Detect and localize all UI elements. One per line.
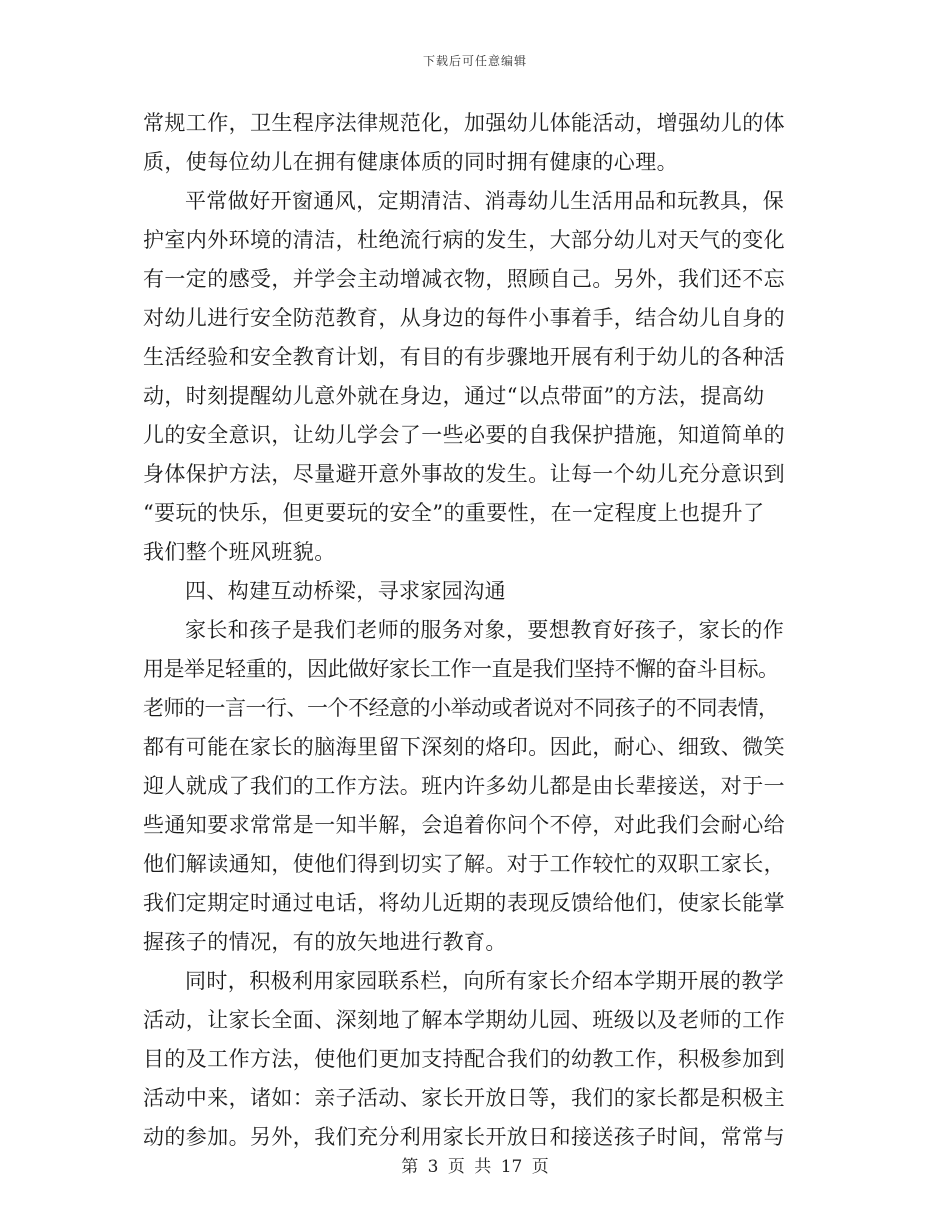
text-line: 动的参加。另外，我们充分利用家长开放日和接送孩子时间，常常与 [143,1125,785,1149]
text-line: 护室内外环境的清洁，杜绝流行病的发生，大部分幼儿对天气的变化 [143,228,785,252]
text-line: 活动中来，诸如：亲子活动、家长开放日等，我们的家长都是积极主 [143,1086,785,1110]
text-line: 质，使每位幼儿在拥有健康体质的同时拥有健康的心理。 [143,150,678,174]
text-line: 些通知要求常常是一知半解，会追着你问个不停，对此我们会耐心给 [143,813,785,837]
text-line: 我们定期定时通过电话，将幼儿近期的表现反馈给他们，使家长能掌 [143,891,785,915]
text-line: 我们整个班风班貌。 [143,540,336,564]
text-line: 平常做好开窗通风，定期清洁、消毒幼儿生活用品和玩教具，保 [185,189,785,213]
document-body [143,104,803,1157]
text-line: 常规工作，卫生程序法律规范化，加强幼儿体能活动，增强幼儿的体 [143,111,785,135]
text-line: 老师的一言一行、一个不经意的小举动或者说对不同孩子的不同表情， [143,696,779,720]
text-line: 迎人就成了我们的工作方法。班内许多幼儿都是由长辈接送，对于一 [143,774,785,798]
text-line: 身体保护方法，尽量避开意外事故的发生。让每一个幼儿充分意识到 [143,462,785,486]
text-line: 生活经验和安全教育计划，有目的有步骤地开展有利于幼儿的各种活 [143,345,785,369]
page-header: 下载后可任意编辑 [422,54,527,68]
text-line: 有一定的感受，并学会主动增减衣物，照顾自己。另外，我们还不忘 [143,267,785,291]
text-line: “要玩的快乐，但更要玩的安全”的重要性，在一定程度上也提升了 [143,501,765,525]
text-line: 用是举足轻重的，因此做好家长工作一直是我们坚持不懈的奋斗目标。 [143,657,779,681]
text-line: 四、构建互动桥梁，寻求家园沟通 [185,579,506,603]
text-line: 他们解读通知，使他们得到切实了解。对于工作较忙的双职工家长， [143,852,785,876]
text-line: 活动，让家长全面、深刻地了解本学期幼儿园、班级以及老师的工作 [143,1008,785,1032]
text-line: 对幼儿进行安全防范教育，从身边的每件小事着手，结合幼儿自身的 [143,306,785,330]
text-line: 目的及工作方法，使他们更加支持配合我们的幼教工作，积极参加到 [143,1047,785,1071]
text-line: 握孩子的情况，有的放矢地进行教育。 [143,930,507,954]
text-line: 儿的安全意识，让幼儿学会了一些必要的自我保护措施，知道简单的 [143,423,785,447]
page-footer: 第 3 页 共 17 页 [401,1157,549,1177]
text-line: 家长和孩子是我们老师的服务对象，要想教育好孩子，家长的作 [185,618,785,642]
text-line: 都有可能在家长的脑海里留下深刻的烙印。因此，耐心、细致、微笑 [143,735,785,759]
text-line: 同时，积极利用家园联系栏，向所有家长介绍本学期开展的教学 [185,969,785,993]
text-line: 动，时刻提醒幼儿意外就在身边，通过“以点带面”的方法，提高幼 [143,384,765,408]
